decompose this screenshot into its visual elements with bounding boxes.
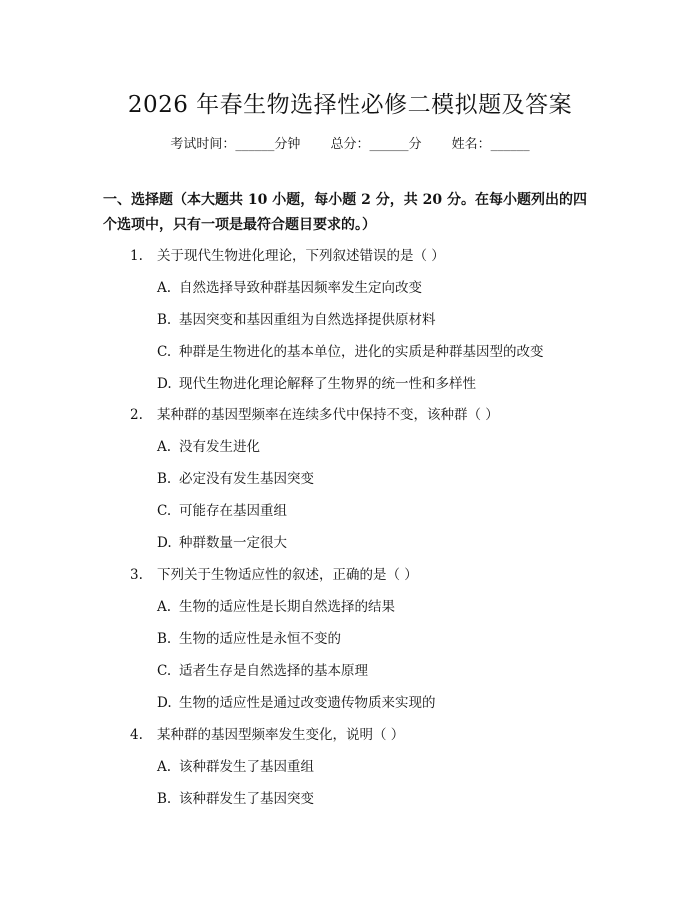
option-1-b (157, 308, 436, 328)
option-letter: D. (157, 535, 172, 551)
question-text: 下列关于生物适应性的叙述，正确的是（ ） (157, 567, 418, 583)
option-2-b (157, 467, 314, 487)
option-text: 基因突变和基因重组为自然选择提供原材料 (179, 312, 436, 328)
option-letter: A. (157, 759, 172, 775)
question-2 (130, 403, 499, 423)
question-4 (130, 723, 404, 743)
option-2-d (157, 531, 287, 551)
option-1-d (157, 372, 476, 392)
option-3-c (157, 659, 368, 679)
question-number: 3. (130, 567, 143, 583)
page-title: 2026 年春生物选择性必修二模拟题及答案 (127, 92, 573, 118)
question-number: 2. (130, 407, 143, 423)
question-text: 关于现代生物进化理论，下列叙述错误的是（ ） (157, 248, 445, 264)
option-text: 生物的适应性是长期自然选择的结果 (179, 599, 395, 615)
option-1-a (157, 276, 422, 296)
option-text: 种群数量一定很大 (179, 535, 287, 551)
option-letter: D. (157, 695, 172, 711)
option-text: 生物的适应性是通过改变遗传物质来实现的 (179, 695, 436, 711)
option-text: 该种群发生了基因突变 (179, 791, 314, 807)
option-2-c (157, 499, 287, 519)
section-heading: 一、选择题（本大题共 10 小题，每小题 2 分，共 20 分。在每小题列出的四个选项中，只有一项是最符合题目要求的。） (103, 192, 587, 233)
option-letter: B. (157, 312, 172, 328)
exam-meta (0, 133, 700, 152)
option-1-c (157, 340, 544, 360)
question-1 (130, 244, 445, 264)
option-letter: C. (157, 503, 172, 519)
exam-time-field: 考试时间：______分钟 (170, 137, 301, 152)
option-4-b (157, 787, 314, 807)
question-text: 某种群的基因型频率在连续多代中保持不变，该种群（ ） (157, 407, 499, 423)
option-letter: A. (157, 599, 172, 615)
option-text: 适者生存是自然选择的基本原理 (179, 663, 368, 679)
option-3-a (157, 595, 395, 615)
option-letter: C. (157, 663, 172, 679)
option-letter: D. (157, 376, 172, 392)
option-3-b (157, 627, 341, 647)
option-text: 该种群发生了基因重组 (179, 759, 314, 775)
student-name-field: 姓名：______ (451, 137, 530, 152)
option-3-d (157, 691, 436, 711)
option-letter: B. (157, 631, 172, 647)
option-text: 可能存在基因重组 (179, 503, 287, 519)
option-letter: B. (157, 471, 172, 487)
option-text: 没有发生进化 (179, 439, 260, 455)
total-score-field: 总分：______分 (330, 137, 422, 152)
option-letter: A. (157, 280, 172, 296)
option-text: 生物的适应性是永恒不变的 (179, 631, 341, 647)
option-letter: C. (157, 344, 172, 360)
option-4-a (157, 755, 314, 775)
option-letter: A. (157, 439, 172, 455)
option-2-a (157, 435, 260, 455)
option-text: 种群是生物进化的基本单位，进化的实质是种群基因型的改变 (179, 344, 544, 360)
option-text: 必定没有发生基因突变 (179, 471, 314, 487)
question-number: 4. (130, 727, 143, 743)
question-3 (130, 563, 418, 583)
question-text: 某种群的基因型频率发生变化，说明（ ） (157, 727, 405, 743)
question-number: 1. (130, 248, 143, 264)
option-letter: B. (157, 791, 172, 807)
option-text: 自然选择导致种群基因频率发生定向改变 (179, 280, 422, 296)
option-text: 现代生物进化理论解释了生物界的统一性和多样性 (179, 376, 476, 392)
